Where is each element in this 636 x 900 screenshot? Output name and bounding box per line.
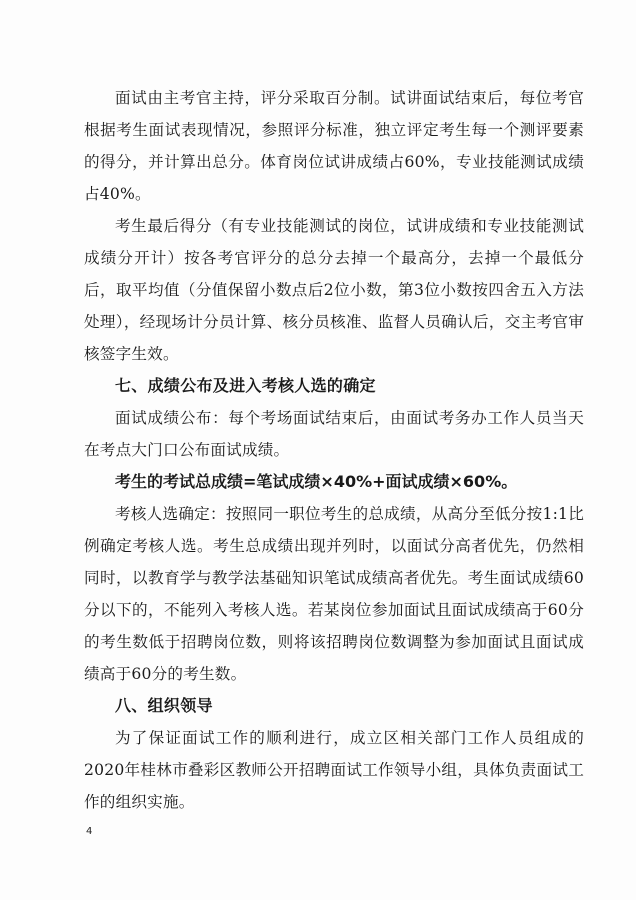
paragraph-final-score: 考生最后得分（有专业技能测试的岗位，试讲成绩和专业技能测试成绩分开计）按各考官评分的总分去掉一个最高分，去掉一个最低分后，取平均值（分值保留小数点后2位小数，第3位小数按四舍五入方法处理），经现场计分员计算、核分员核准、监督人员确认后，交主考官审核签字生效。 bbox=[84, 217, 584, 363]
document-body bbox=[84, 82, 584, 818]
section-heading-leadership: 八、组织领导 bbox=[115, 696, 213, 715]
total-score-formula: 考生的考试总成绩=笔试成绩×40%+面试成绩×60%。 bbox=[115, 472, 518, 491]
paragraph-leadership-group: 为了保证面试工作的顺利进行，成立区相关部门工作人员组成的2020年桂林市叠彩区教师公开招聘面试工作领导小组，具体负责面试工作的组织实施。 bbox=[84, 729, 584, 811]
paragraph-candidate-selection: 考核人选确定：按照同一职位考生的总成绩，从高分至低分按1:1比例确定考核人选。考生总成绩出现并列时，以面试分高者优先，仍然相同时，以教育学与教学法基础知识笔试成绩高者优先。考生面试成绩60分以下的，不能列入考核人选。若某岗位参加面试且面试成绩高于60分的考生数低于招聘岗位数，则将该招聘岗位数调整为参加面试且面试成绩高于60分的考生数。 bbox=[84, 505, 584, 683]
section-heading-results: 七、成绩公布及进入考核人选的确定 bbox=[115, 376, 376, 395]
page-number: 4 bbox=[86, 826, 93, 837]
paragraph-results-announcement: 面试成绩公布：每个考场面试结束后，由面试考务办工作人员当天在考点大门口公布面试成绩。 bbox=[84, 409, 584, 459]
paragraph-scoring-method: 面试由主考官主持，评分采取百分制。试讲面试结束后，每位考官根据考生面试表现情况，参照评分标准，独立评定考生每一个测评要素的得分，并计算出总分。体育岗位试讲成绩占60%，专业技能测试成绩占40%。 bbox=[84, 89, 584, 203]
